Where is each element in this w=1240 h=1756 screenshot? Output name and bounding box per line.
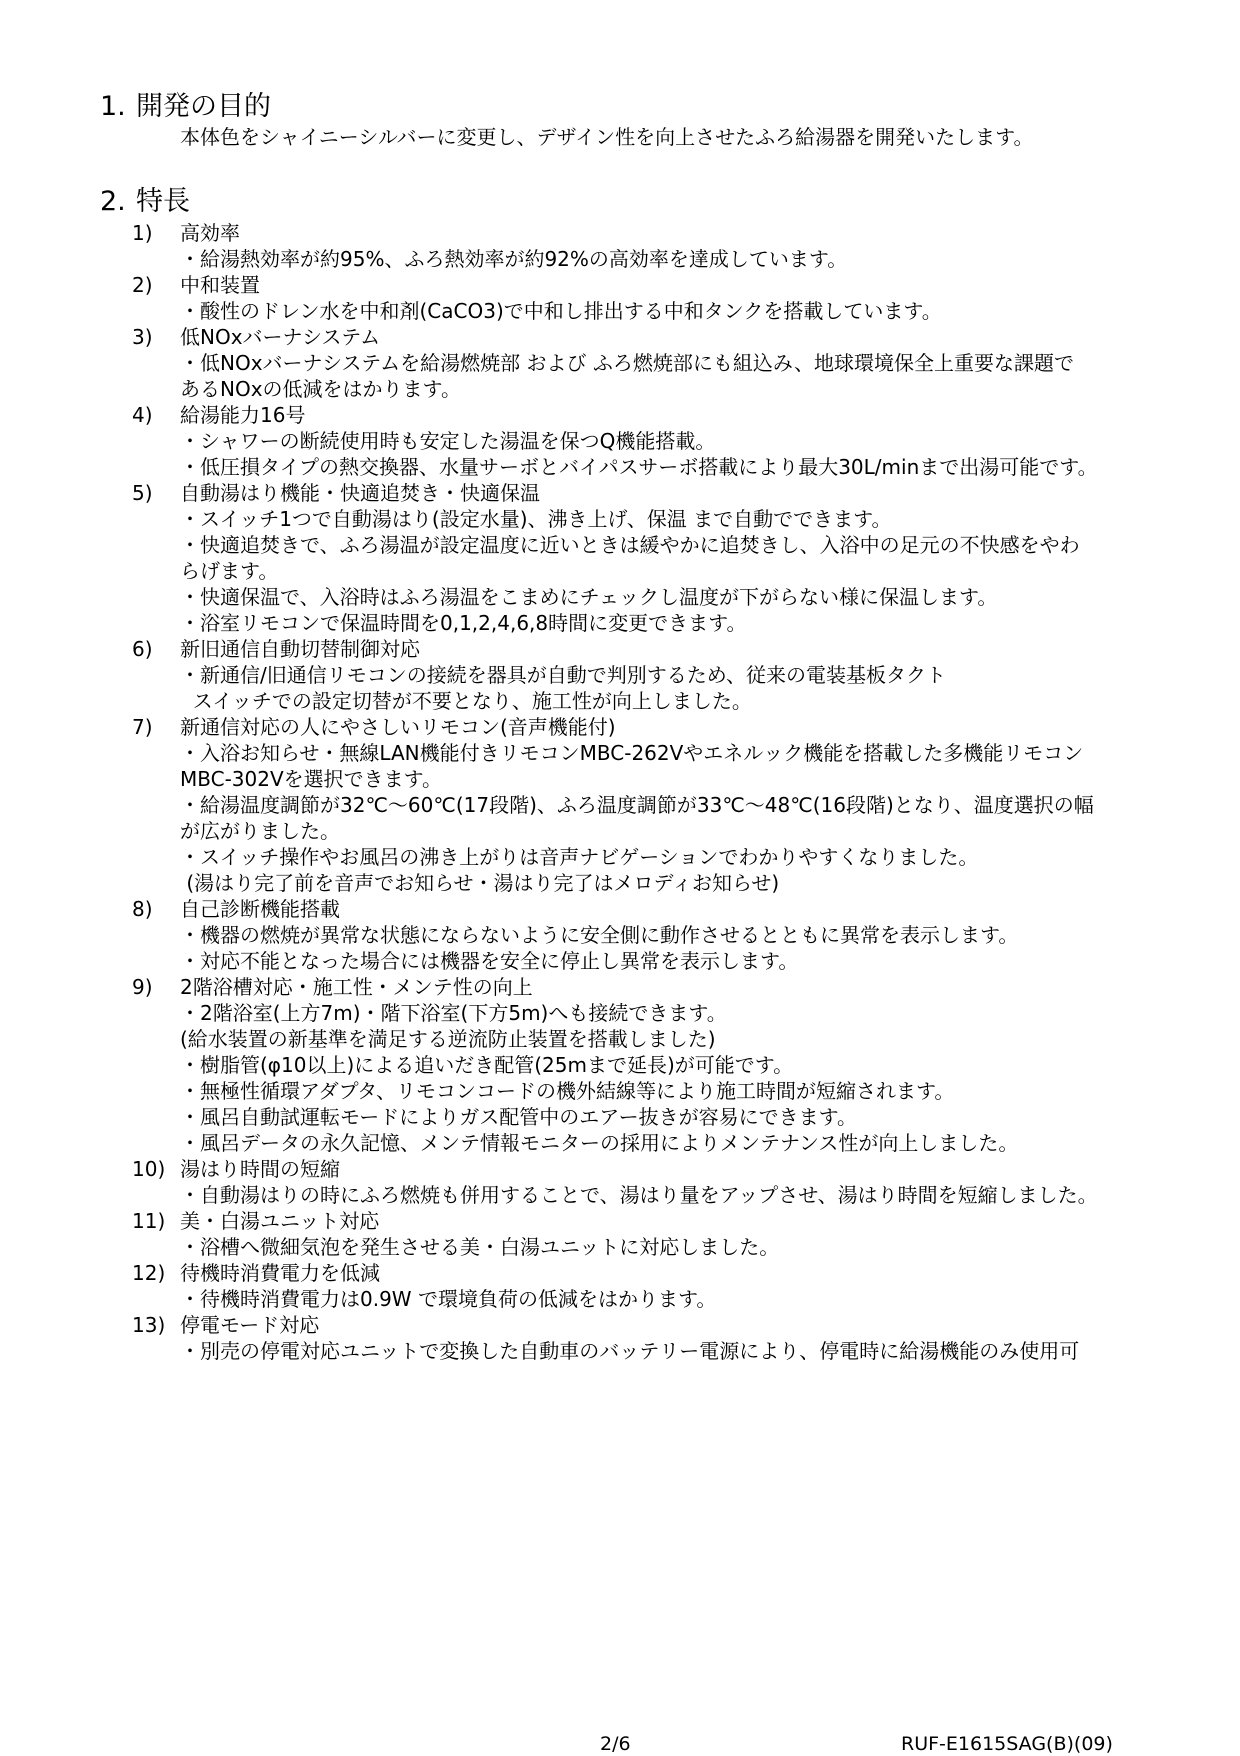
feature-bullet: ・低圧損タイプの熱交換器、水量サーボとバイパスサーボ搭載により最大30L/minまで出湯可能です。 — [180, 455, 1098, 479]
feature-bullet: ・快適保温で、入浴時はふろ湯温をこまめにチェックし温度が下がらない様に保温します。 — [180, 585, 998, 609]
section-1-number: 1. — [100, 91, 126, 122]
feature-item-title: 給湯能力16号 — [180, 403, 306, 427]
feature-item-title: 新旧通信自動切替制御対応 — [180, 637, 420, 661]
feature-item-number: 12) — [132, 1261, 166, 1285]
feature-bullet: ・低NOxバーナシステムを給湯燃焼部 および ふろ燃焼部にも組込み、地球環境保全上重要な課題で あるNOxの低減をはかります。 — [180, 351, 1075, 401]
feature-item-title: 待機時消費電力を低減 — [180, 1261, 380, 1285]
feature-item-number: 11) — [132, 1209, 166, 1233]
purpose-text: 本体色をシャイニーシルバーに変更し、デザイン性を向上させたふろ給湯器を開発いたします。 — [180, 125, 1034, 149]
feature-item-heading — [0, 1260, 1240, 1286]
feature-item-heading — [0, 324, 1240, 350]
feature-item-number: 2) — [132, 273, 153, 297]
feature-item-number: 5) — [132, 481, 153, 505]
feature-item-number: 1) — [132, 221, 153, 245]
feature-list — [0, 220, 1240, 1364]
feature-item-number: 9) — [132, 975, 153, 999]
feature-bullet: ・風呂データの永久記憶、メンテ情報モニターの採用によりメンテナンス性が向上しました。 — [180, 1131, 1019, 1155]
feature-item-number: 8) — [132, 897, 153, 921]
feature-bullet: ・自動湯はりの時にふろ燃焼も併用することで、湯はり量をアップさせ、湯はり時間を短縮しました。 — [180, 1183, 1098, 1207]
feature-item-heading — [0, 974, 1240, 1000]
feature-item-title: 低NOxバーナシステム — [180, 325, 381, 349]
feature-item-heading — [0, 896, 1240, 922]
section-1-title: 開発の目的 — [136, 91, 271, 122]
feature-bullet: ・入浴お知らせ・無線LAN機能付きリモコンMBC-262Vやエネルック機能を搭載した多機能リモコン MBC-302Vを選択できます。 — [180, 741, 1084, 791]
feature-bullet: ・浴槽へ微細気泡を発生させる美・白湯ユニットに対応しました。 — [180, 1235, 780, 1259]
section-2-number: 2. — [100, 186, 126, 217]
feature-bullet: ・浴室リモコンで保温時間を0,1,2,4,6,8時間に変更できます。 — [180, 611, 747, 635]
feature-item-number: 3) — [132, 325, 153, 349]
feature-bullet: ・対応不能となった場合には機器を安全に停止し異常を表示します。 — [180, 949, 799, 973]
feature-item-title: 自己診断機能搭載 — [180, 897, 340, 921]
feature-item-title: 新通信対応の人にやさしいリモコン(音声機能付) — [180, 715, 616, 739]
feature-item-heading — [0, 1312, 1240, 1338]
feature-bullet: ・酸性のドレン水を中和剤(CaCO3)で中和し排出する中和タンクを搭載しています。 — [180, 299, 942, 323]
feature-item-number: 4) — [132, 403, 153, 427]
feature-item-number: 6) — [132, 637, 153, 661]
feature-item-heading — [0, 220, 1240, 246]
feature-bullet: ・スイッチ操作やお風呂の沸き上がりは音声ナビゲーションでわかりやすくなりました。 (湯はり完了前を音声でお知らせ・湯はり完了はメロディお知らせ) — [180, 845, 979, 895]
feature-item-heading — [0, 714, 1240, 740]
section-1-heading — [100, 90, 271, 124]
feature-bullet: ・快適追焚きで、ふろ湯温が設定温度に近いときは緩やかに追焚きし、入浴中の足元の不快感をやわ らげます。 — [180, 533, 1080, 583]
feature-item-number: 13) — [132, 1313, 166, 1337]
feature-bullet: ・2階浴室(上方7m)・階下浴室(下方5m)へも接続できます。 (給水装置の新基準を満足する逆流防止装置を搭載しました) — [180, 1001, 727, 1051]
section-2-title: 特長 — [136, 186, 190, 217]
feature-bullet: ・別売の停電対応ユニットで変換した自動車のバッテリー電源により、停電時に給湯機能のみ使用可 — [180, 1339, 1080, 1363]
feature-bullet: ・給湯温度調節が32℃～60℃(17段階)、ふろ温度調節が33℃～48℃(16段階)となり、温度選択の幅 が広がりました。 — [180, 793, 1094, 843]
feature-item-title: 自動湯はり機能・快適追焚き・快適保温 — [180, 481, 540, 505]
feature-item-heading — [0, 402, 1240, 428]
document-code: RUF-E1615SAG(B)(09) — [901, 1733, 1113, 1755]
feature-item-heading — [0, 636, 1240, 662]
feature-item-title: 中和装置 — [180, 273, 260, 297]
feature-bullet: ・樹脂管(φ10以上)による追いだき配管(25mまで延長)が可能です。 — [180, 1053, 794, 1077]
feature-bullet: ・給湯熱効率が約95%、ふろ熱効率が約92%の高効率を達成しています。 — [180, 247, 848, 271]
feature-item-heading — [0, 272, 1240, 298]
feature-item-title: 2階浴槽対応・施工性・メンテ性の向上 — [180, 975, 533, 999]
feature-bullet: ・新通信/旧通信リモコンの接続を器具が自動で判別するため、従来の電装基板タクト スイッチでの設定切替が不要となり、施工性が向上しました。 — [180, 663, 946, 713]
feature-bullet: ・待機時消費電力は0.9W で環境負荷の低減をはかります。 — [180, 1287, 717, 1311]
feature-bullet: ・風呂自動試運転モードによりガス配管中のエアー抜きが容易にできます。 — [180, 1105, 857, 1129]
feature-item-title: 湯はり時間の短縮 — [180, 1157, 340, 1181]
feature-bullet: ・機器の燃焼が異常な状態にならないように安全側に動作させるとともに異常を表示します。 — [180, 923, 1019, 947]
section-2-heading — [100, 185, 190, 219]
feature-item-title: 美・白湯ユニット対応 — [180, 1209, 380, 1233]
feature-item-heading — [0, 1156, 1240, 1182]
feature-item-title: 停電モード対応 — [180, 1313, 320, 1337]
feature-item-heading — [0, 480, 1240, 506]
feature-bullet: ・シャワーの断続使用時も安定した湯温を保つQ機能搭載。 — [180, 429, 716, 453]
feature-item-heading — [0, 1208, 1240, 1234]
feature-item-title: 高効率 — [180, 221, 240, 245]
page-number: 2/6 — [600, 1733, 631, 1755]
feature-bullet: ・スイッチ1つで自動湯はり(設定水量)、沸き上げ、保温 まで自動でできます。 — [180, 507, 892, 531]
feature-bullet: ・無極性循環アダプタ、リモコンコードの機外結線等により施工時間が短縮されます。 — [180, 1079, 955, 1103]
feature-item-number: 7) — [132, 715, 153, 739]
feature-item-number: 10) — [132, 1157, 166, 1181]
